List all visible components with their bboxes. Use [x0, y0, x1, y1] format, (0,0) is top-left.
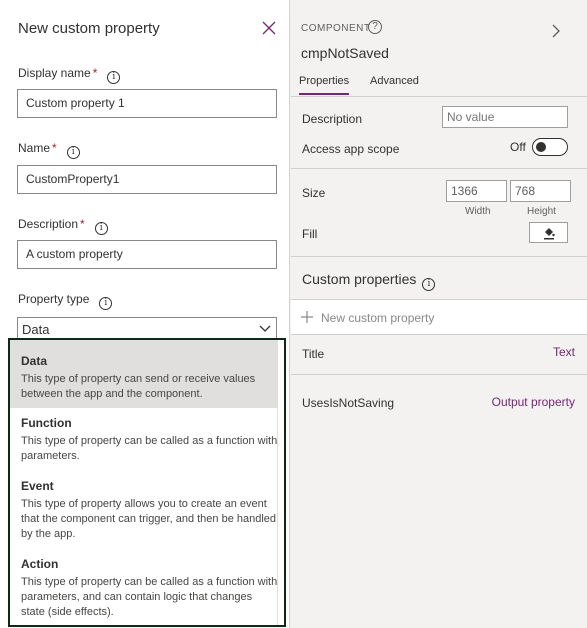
- access-app-scope-toggle[interactable]: [532, 138, 568, 156]
- custom-property-type: Text: [552, 345, 575, 359]
- close-icon[interactable]: [260, 19, 278, 37]
- description-input[interactable]: [442, 106, 568, 128]
- option-description: This type of property allows you to create an event that the component can trigger, and then be handled by the app.: [21, 498, 277, 540]
- divider: [291, 168, 587, 169]
- option-action[interactable]: [10, 557, 278, 625]
- required-marker: *: [52, 141, 57, 155]
- option-title: Event: [21, 479, 54, 493]
- size-label: Size: [302, 186, 326, 200]
- new-custom-property-button[interactable]: [291, 299, 587, 335]
- divider: [291, 256, 587, 257]
- name-field[interactable]: CustomProperty1: [17, 165, 277, 194]
- option-title: Action: [21, 557, 59, 571]
- description-field[interactable]: A custom property: [17, 240, 277, 269]
- name-label: Name * i: [18, 141, 80, 159]
- info-icon[interactable]: i: [99, 297, 112, 310]
- help-icon[interactable]: ?: [368, 20, 382, 34]
- info-icon[interactable]: i: [95, 222, 108, 235]
- option-title: Function: [21, 416, 72, 430]
- option-description: This type of property can be called as a function with parameters.: [21, 435, 278, 462]
- info-icon[interactable]: i: [107, 71, 120, 84]
- custom-property-name[interactable]: Title: [302, 347, 325, 361]
- chevron-right-icon[interactable]: [551, 24, 561, 38]
- width-caption: Width: [465, 206, 491, 217]
- custom-property-name[interactable]: UsesIsNotSaving: [302, 396, 395, 410]
- toggle-knob: [536, 142, 546, 152]
- display-name-label: Display name * i: [18, 66, 120, 84]
- option-data[interactable]: [10, 340, 278, 408]
- height-caption: Height: [527, 206, 556, 217]
- new-custom-property-label: New custom property: [321, 311, 435, 325]
- panel-title: New custom property: [18, 20, 160, 37]
- toggle-state: Off: [510, 140, 526, 154]
- custom-properties-title: Custom properties i: [302, 271, 435, 291]
- option-description: This type of property can be called as a function with parameters, and can contain logic that changes state (side effects).: [21, 576, 278, 618]
- component-name: cmpNotSaved: [301, 45, 389, 61]
- paint-bucket-icon: [543, 226, 555, 240]
- required-marker: *: [92, 66, 98, 80]
- option-function[interactable]: [10, 416, 278, 472]
- info-icon[interactable]: i: [422, 278, 435, 291]
- height-input[interactable]: 768: [510, 180, 571, 202]
- tab-advanced[interactable]: Advanced: [370, 75, 419, 87]
- property-type-label: Property type i: [18, 292, 112, 310]
- description-label: Description: [302, 112, 363, 126]
- info-icon[interactable]: i: [67, 146, 80, 159]
- option-title: Data: [21, 354, 48, 368]
- description-label: Description * i: [18, 217, 108, 235]
- width-input[interactable]: 1366: [446, 180, 507, 202]
- fill-picker[interactable]: [529, 222, 568, 243]
- display-name-field[interactable]: Custom property 1: [17, 89, 277, 118]
- custom-property-type: Output property: [491, 395, 575, 409]
- access-app-scope-label: Access app scope: [302, 142, 400, 156]
- option-description: This type of property can send or receive values between the app and the component.: [21, 373, 256, 400]
- fill-label: Fill: [302, 227, 318, 241]
- property-type-options: [8, 338, 286, 627]
- plus-icon: [300, 310, 314, 324]
- chevron-down-icon: [259, 325, 271, 333]
- required-marker: *: [80, 217, 85, 231]
- component-caption: COMPONENT: [301, 23, 371, 34]
- selected-value: Data: [22, 322, 50, 337]
- option-event[interactable]: [10, 479, 278, 549]
- component-properties-panel: [291, 0, 587, 628]
- tab-divider: [291, 96, 587, 97]
- divider: [291, 374, 587, 375]
- tab-properties[interactable]: Properties: [299, 75, 349, 95]
